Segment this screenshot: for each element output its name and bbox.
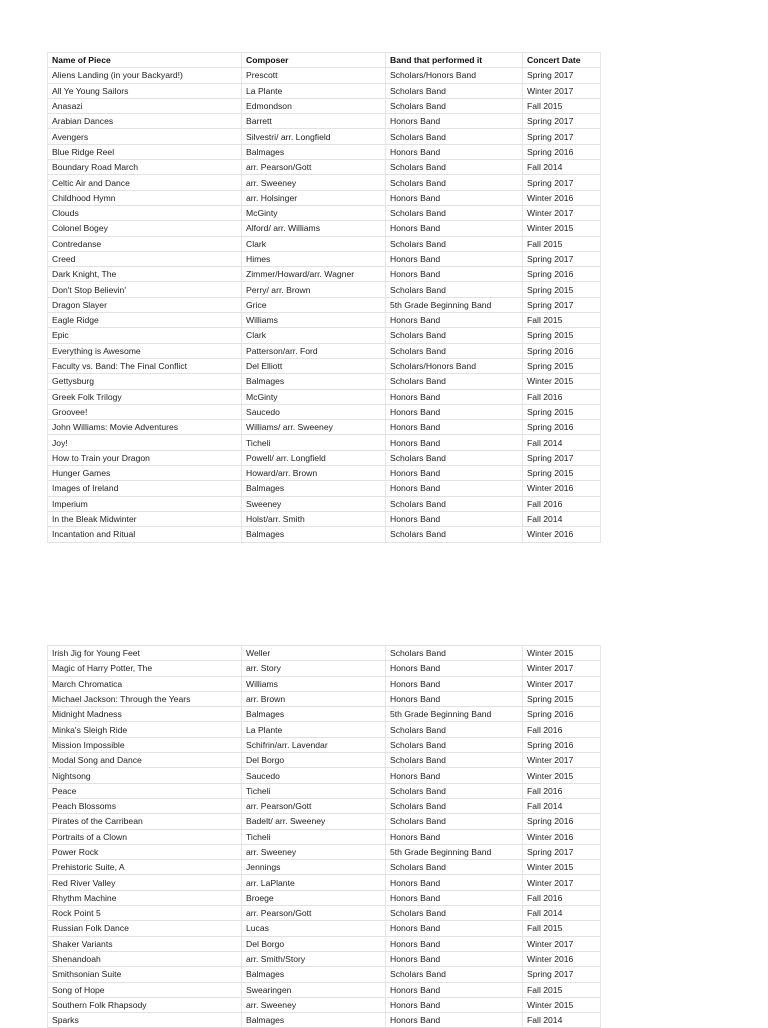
band-cell: 5th Grade Beginning Band: [386, 707, 523, 722]
band-cell: Scholars Band: [386, 722, 523, 737]
table-row: [48, 389, 601, 404]
composer-cell: Broege: [242, 890, 386, 905]
concert-date-cell: Winter 2015: [523, 768, 601, 783]
table-body-page-2: [48, 646, 601, 1028]
table-row: [48, 297, 601, 312]
table-row: [48, 98, 601, 113]
piece-name-cell: Arabian Dances: [48, 114, 242, 129]
piece-name-cell: Russian Folk Dance: [48, 921, 242, 936]
composer-cell: Balmages: [242, 481, 386, 496]
composer-cell: La Plante: [242, 722, 386, 737]
table-row: [48, 221, 601, 236]
composer-cell: Prescott: [242, 68, 386, 83]
band-cell: Honors Band: [386, 404, 523, 419]
concert-date-cell: Spring 2016: [523, 707, 601, 722]
band-cell: Scholars Band: [386, 496, 523, 511]
table-row: [48, 496, 601, 511]
concert-date-cell: Fall 2016: [523, 389, 601, 404]
concert-date-cell: Spring 2015: [523, 691, 601, 706]
concert-date-cell: Fall 2015: [523, 236, 601, 251]
concert-date-cell: Spring 2017: [523, 68, 601, 83]
table-row: [48, 646, 601, 661]
table-row: [48, 676, 601, 691]
table-body-page-1: [48, 68, 601, 542]
table-row: [48, 1013, 601, 1028]
table-row: [48, 144, 601, 159]
table-row: [48, 967, 601, 982]
header-row: [48, 53, 601, 68]
table-row: [48, 114, 601, 129]
concert-date-cell: Fall 2014: [523, 511, 601, 526]
band-cell: Honors Band: [386, 313, 523, 328]
piece-name-cell: Don't Stop Believin': [48, 282, 242, 297]
concert-date-cell: Fall 2015: [523, 921, 601, 936]
piece-name-cell: Blue Ridge Reel: [48, 144, 242, 159]
band-cell: Scholars Band: [386, 737, 523, 752]
piece-name-cell: Prehistoric Suite, A: [48, 860, 242, 875]
composer-cell: Barrett: [242, 114, 386, 129]
table-row: [48, 129, 601, 144]
composer-cell: Powell/ arr. Longfield: [242, 450, 386, 465]
composer-cell: Sweeney: [242, 496, 386, 511]
piece-name-cell: In the Bleak Midwinter: [48, 511, 242, 526]
band-cell: Honors Band: [386, 466, 523, 481]
concert-date-cell: Spring 2015: [523, 328, 601, 343]
concert-date-cell: Winter 2017: [523, 205, 601, 220]
concert-date-cell: Fall 2016: [523, 496, 601, 511]
band-cell: Honors Band: [386, 676, 523, 691]
band-cell: Honors Band: [386, 951, 523, 966]
table-row: [48, 374, 601, 389]
piece-name-cell: Greek Folk Trilogy: [48, 389, 242, 404]
concert-date-cell: Spring 2016: [523, 144, 601, 159]
piece-name-cell: Aliens Landing (in your Backyard!): [48, 68, 242, 83]
band-cell: Honors Band: [386, 144, 523, 159]
concert-date-cell: Winter 2015: [523, 221, 601, 236]
piece-name-cell: Dark Knight, The: [48, 267, 242, 282]
band-cell: Scholars Band: [386, 798, 523, 813]
piece-name-cell: Clouds: [48, 205, 242, 220]
table-row: [48, 844, 601, 859]
composer-cell: arr. Smith/Story: [242, 951, 386, 966]
piece-name-cell: Joy!: [48, 435, 242, 450]
table-row: [48, 358, 601, 373]
column-header-name-of-piece: Name of Piece: [48, 53, 242, 68]
concert-date-cell: Winter 2016: [523, 190, 601, 205]
table-row: [48, 768, 601, 783]
composer-cell: arr. Pearson/Gott: [242, 906, 386, 921]
piece-name-cell: Modal Song and Dance: [48, 753, 242, 768]
concert-date-cell: Winter 2017: [523, 753, 601, 768]
band-cell: Honors Band: [386, 251, 523, 266]
piece-name-cell: Shaker Variants: [48, 936, 242, 951]
band-cell: Scholars Band: [386, 343, 523, 358]
composer-cell: Del Borgo: [242, 936, 386, 951]
piece-name-cell: Creed: [48, 251, 242, 266]
piece-name-cell: Smithsonian Suite: [48, 967, 242, 982]
composer-cell: Del Borgo: [242, 753, 386, 768]
concert-date-cell: Spring 2015: [523, 404, 601, 419]
band-cell: Scholars Band: [386, 236, 523, 251]
concert-date-cell: Winter 2016: [523, 481, 601, 496]
piece-name-cell: Pirates of the Carribean: [48, 814, 242, 829]
composer-cell: Balmages: [242, 527, 386, 542]
piece-name-cell: Michael Jackson: Through the Years: [48, 691, 242, 706]
table-row: [48, 511, 601, 526]
band-cell: Honors Band: [386, 661, 523, 676]
table-row: [48, 282, 601, 297]
concert-date-cell: Spring 2016: [523, 814, 601, 829]
composer-cell: Howard/arr. Brown: [242, 466, 386, 481]
band-cell: Scholars Band: [386, 450, 523, 465]
table-row: [48, 190, 601, 205]
composer-cell: Badelt/ arr. Sweeney: [242, 814, 386, 829]
concert-date-cell: Winter 2016: [523, 527, 601, 542]
table-row: [48, 707, 601, 722]
composer-cell: Lucas: [242, 921, 386, 936]
band-cell: Honors Band: [386, 420, 523, 435]
table-row: [48, 829, 601, 844]
composer-cell: Williams: [242, 313, 386, 328]
composer-cell: Balmages: [242, 707, 386, 722]
concert-date-cell: Spring 2016: [523, 267, 601, 282]
piece-name-cell: Sparks: [48, 1013, 242, 1028]
table-row: [48, 267, 601, 282]
band-cell: Honors Band: [386, 890, 523, 905]
band-cell: Honors Band: [386, 691, 523, 706]
repertoire-table-page-2: [47, 645, 601, 1028]
band-cell: Scholars/Honors Band: [386, 358, 523, 373]
composer-cell: arr. Holsinger: [242, 190, 386, 205]
concert-date-cell: Winter 2015: [523, 997, 601, 1012]
band-cell: Honors Band: [386, 768, 523, 783]
piece-name-cell: Power Rock: [48, 844, 242, 859]
table-row: [48, 691, 601, 706]
concert-date-cell: Fall 2014: [523, 798, 601, 813]
composer-cell: Zimmer/Howard/arr. Wagner: [242, 267, 386, 282]
band-cell: Honors Band: [386, 1013, 523, 1028]
table-row: [48, 936, 601, 951]
table-row: [48, 527, 601, 542]
band-cell: Honors Band: [386, 114, 523, 129]
band-cell: Scholars Band: [386, 753, 523, 768]
table-row: [48, 160, 601, 175]
piece-name-cell: Images of Ireland: [48, 481, 242, 496]
band-cell: Honors Band: [386, 921, 523, 936]
piece-name-cell: Irish Jig for Young Feet: [48, 646, 242, 661]
table-row: [48, 205, 601, 220]
piece-name-cell: March Chromatica: [48, 676, 242, 691]
piece-name-cell: Epic: [48, 328, 242, 343]
piece-name-cell: Colonel Bogey: [48, 221, 242, 236]
table-row: [48, 313, 601, 328]
composer-cell: Williams/ arr. Sweeney: [242, 420, 386, 435]
concert-date-cell: Winter 2017: [523, 676, 601, 691]
table-row: [48, 420, 601, 435]
table-row: [48, 328, 601, 343]
piece-name-cell: How to Train your Dragon: [48, 450, 242, 465]
table-row: [48, 450, 601, 465]
band-cell: Honors Band: [386, 481, 523, 496]
band-cell: Scholars Band: [386, 527, 523, 542]
concert-date-cell: Fall 2015: [523, 313, 601, 328]
piece-name-cell: Midnight Madness: [48, 707, 242, 722]
composer-cell: arr. Sweeney: [242, 175, 386, 190]
table-row: [48, 737, 601, 752]
concert-date-cell: Spring 2017: [523, 129, 601, 144]
table-row: [48, 251, 601, 266]
table-row: [48, 951, 601, 966]
composer-cell: Edmondson: [242, 98, 386, 113]
concert-date-cell: Fall 2015: [523, 982, 601, 997]
composer-cell: Grice: [242, 297, 386, 312]
piece-name-cell: Peach Blossoms: [48, 798, 242, 813]
composer-cell: Ticheli: [242, 435, 386, 450]
concert-date-cell: Fall 2014: [523, 435, 601, 450]
band-cell: Scholars Band: [386, 205, 523, 220]
piece-name-cell: Anasazi: [48, 98, 242, 113]
composer-cell: Perry/ arr. Brown: [242, 282, 386, 297]
composer-cell: arr. Sweeney: [242, 844, 386, 859]
column-header-band: Band that performed it: [386, 53, 523, 68]
column-header-composer: Composer: [242, 53, 386, 68]
piece-name-cell: Southern Folk Rhapsody: [48, 997, 242, 1012]
piece-name-cell: Red River Valley: [48, 875, 242, 890]
band-cell: Scholars Band: [386, 783, 523, 798]
concert-date-cell: Spring 2015: [523, 282, 601, 297]
composer-cell: Balmages: [242, 144, 386, 159]
composer-cell: Himes: [242, 251, 386, 266]
band-cell: Honors Band: [386, 190, 523, 205]
concert-date-cell: Winter 2017: [523, 661, 601, 676]
table-row: [48, 466, 601, 481]
composer-cell: Saucedo: [242, 404, 386, 419]
table-row: [48, 906, 601, 921]
piece-name-cell: Boundary Road March: [48, 160, 242, 175]
table-row: [48, 722, 601, 737]
concert-date-cell: Spring 2017: [523, 175, 601, 190]
table-row: [48, 435, 601, 450]
piece-name-cell: Everything is Awesome: [48, 343, 242, 358]
composer-cell: La Plante: [242, 83, 386, 98]
composer-cell: arr. Pearson/Gott: [242, 160, 386, 175]
band-cell: Scholars Band: [386, 906, 523, 921]
concert-date-cell: Spring 2016: [523, 420, 601, 435]
composer-cell: Saucedo: [242, 768, 386, 783]
band-cell: 5th Grade Beginning Band: [386, 297, 523, 312]
composer-cell: arr. Sweeney: [242, 997, 386, 1012]
composer-cell: Weller: [242, 646, 386, 661]
concert-date-cell: Fall 2014: [523, 906, 601, 921]
composer-cell: Patterson/arr. Ford: [242, 343, 386, 358]
concert-date-cell: Spring 2017: [523, 967, 601, 982]
concert-date-cell: Winter 2015: [523, 860, 601, 875]
piece-name-cell: All Ye Young Sailors: [48, 83, 242, 98]
band-cell: Scholars Band: [386, 83, 523, 98]
table-row: [48, 661, 601, 676]
concert-date-cell: Fall 2016: [523, 783, 601, 798]
piece-name-cell: Avengers: [48, 129, 242, 144]
band-cell: Scholars Band: [386, 967, 523, 982]
table-row: [48, 997, 601, 1012]
composer-cell: Balmages: [242, 374, 386, 389]
concert-date-cell: Fall 2014: [523, 1013, 601, 1028]
composer-cell: arr. Brown: [242, 691, 386, 706]
piece-name-cell: Contredanse: [48, 236, 242, 251]
concert-date-cell: Spring 2015: [523, 358, 601, 373]
band-cell: Scholars Band: [386, 282, 523, 297]
composer-cell: Holst/arr. Smith: [242, 511, 386, 526]
table-row: [48, 343, 601, 358]
concert-date-cell: Fall 2016: [523, 890, 601, 905]
concert-date-cell: Winter 2017: [523, 83, 601, 98]
concert-date-cell: Winter 2016: [523, 951, 601, 966]
composer-cell: Schifrin/arr. Lavendar: [242, 737, 386, 752]
band-cell: 5th Grade Beginning Band: [386, 844, 523, 859]
piece-name-cell: Faculty vs. Band: The Final Conflict: [48, 358, 242, 373]
band-cell: Honors Band: [386, 936, 523, 951]
piece-name-cell: Childhood Hymn: [48, 190, 242, 205]
table-row: [48, 753, 601, 768]
table-row: [48, 875, 601, 890]
piece-name-cell: Portraits of a Clown: [48, 829, 242, 844]
composer-cell: Swearingen: [242, 982, 386, 997]
concert-date-cell: Winter 2015: [523, 646, 601, 661]
piece-name-cell: Minka's Sleigh Ride: [48, 722, 242, 737]
piece-name-cell: John Williams: Movie Adventures: [48, 420, 242, 435]
table-row: [48, 890, 601, 905]
column-header-concert-date: Concert Date: [523, 53, 601, 68]
band-cell: Honors Band: [386, 997, 523, 1012]
concert-date-cell: Spring 2017: [523, 297, 601, 312]
table-row: [48, 404, 601, 419]
piece-name-cell: Magic of Harry Potter, The: [48, 661, 242, 676]
piece-name-cell: Incantation and Ritual: [48, 527, 242, 542]
composer-cell: Silvestri/ arr. Longfield: [242, 129, 386, 144]
concert-date-cell: Winter 2017: [523, 875, 601, 890]
table-row: [48, 982, 601, 997]
band-cell: Scholars Band: [386, 175, 523, 190]
band-cell: Scholars Band: [386, 328, 523, 343]
composer-cell: Alford/ arr. Williams: [242, 221, 386, 236]
composer-cell: Clark: [242, 328, 386, 343]
composer-cell: Balmages: [242, 967, 386, 982]
concert-date-cell: Spring 2017: [523, 114, 601, 129]
band-cell: Scholars Band: [386, 860, 523, 875]
band-cell: Scholars Band: [386, 646, 523, 661]
band-cell: Honors Band: [386, 221, 523, 236]
band-cell: Scholars/Honors Band: [386, 68, 523, 83]
composer-cell: McGinty: [242, 389, 386, 404]
piece-name-cell: Hunger Games: [48, 466, 242, 481]
band-cell: Scholars Band: [386, 814, 523, 829]
concert-date-cell: Fall 2014: [523, 160, 601, 175]
piece-name-cell: Song of Hope: [48, 982, 242, 997]
table-row: [48, 236, 601, 251]
band-cell: Honors Band: [386, 435, 523, 450]
table-row: [48, 798, 601, 813]
band-cell: Honors Band: [386, 389, 523, 404]
band-cell: Scholars Band: [386, 98, 523, 113]
piece-name-cell: Imperium: [48, 496, 242, 511]
composer-cell: Williams: [242, 676, 386, 691]
composer-cell: arr. Story: [242, 661, 386, 676]
composer-cell: Del Elliott: [242, 358, 386, 373]
piece-name-cell: Peace: [48, 783, 242, 798]
composer-cell: arr. LaPlante: [242, 875, 386, 890]
composer-cell: Ticheli: [242, 783, 386, 798]
piece-name-cell: Gettysburg: [48, 374, 242, 389]
band-cell: Honors Band: [386, 875, 523, 890]
piece-name-cell: Nightsong: [48, 768, 242, 783]
concert-date-cell: Spring 2015: [523, 466, 601, 481]
piece-name-cell: Dragon Slayer: [48, 297, 242, 312]
concert-date-cell: Spring 2016: [523, 343, 601, 358]
band-cell: Honors Band: [386, 511, 523, 526]
concert-date-cell: Winter 2015: [523, 374, 601, 389]
concert-date-cell: Spring 2017: [523, 844, 601, 859]
piece-name-cell: Rock Point 5: [48, 906, 242, 921]
piece-name-cell: Groovee!: [48, 404, 242, 419]
band-cell: Honors Band: [386, 982, 523, 997]
piece-name-cell: Mission Impossible: [48, 737, 242, 752]
composer-cell: Ticheli: [242, 829, 386, 844]
concert-date-cell: Winter 2017: [523, 936, 601, 951]
piece-name-cell: Shenandoah: [48, 951, 242, 966]
composer-cell: Jennings: [242, 860, 386, 875]
composer-cell: arr. Pearson/Gott: [242, 798, 386, 813]
composer-cell: Clark: [242, 236, 386, 251]
band-cell: Honors Band: [386, 267, 523, 282]
table-row: [48, 921, 601, 936]
band-cell: Scholars Band: [386, 374, 523, 389]
piece-name-cell: Eagle Ridge: [48, 313, 242, 328]
band-cell: Honors Band: [386, 829, 523, 844]
piece-name-cell: Celtic Air and Dance: [48, 175, 242, 190]
table-row: [48, 860, 601, 875]
table-row: [48, 783, 601, 798]
concert-date-cell: Fall 2016: [523, 722, 601, 737]
table-row: [48, 68, 601, 83]
table-row: [48, 814, 601, 829]
composer-cell: Balmages: [242, 1013, 386, 1028]
repertoire-table-page-1: [47, 52, 601, 543]
table-row: [48, 481, 601, 496]
concert-date-cell: Spring 2017: [523, 450, 601, 465]
table-row: [48, 175, 601, 190]
band-cell: Scholars Band: [386, 129, 523, 144]
concert-date-cell: Spring 2016: [523, 737, 601, 752]
piece-name-cell: Rhythm Machine: [48, 890, 242, 905]
table-row: [48, 83, 601, 98]
band-cell: Scholars Band: [386, 160, 523, 175]
concert-date-cell: Winter 2016: [523, 829, 601, 844]
concert-date-cell: Fall 2015: [523, 98, 601, 113]
concert-date-cell: Spring 2017: [523, 251, 601, 266]
composer-cell: McGinty: [242, 205, 386, 220]
